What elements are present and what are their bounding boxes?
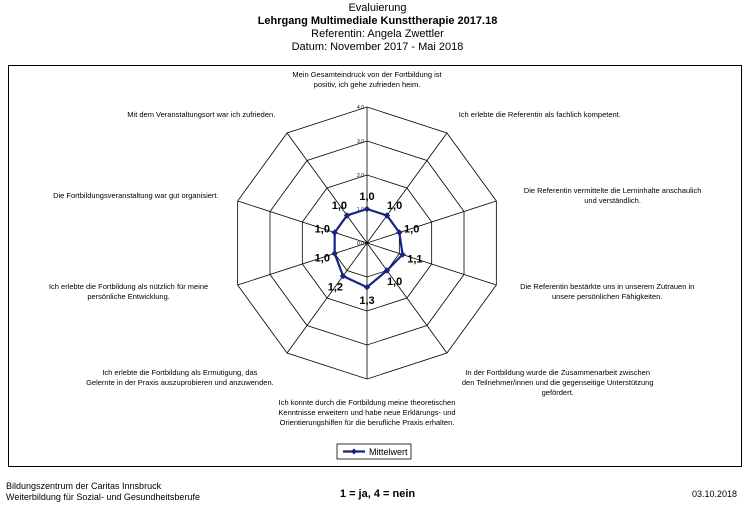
footer-org-line1: Bildungszentrum der Caritas Innsbruck — [6, 481, 162, 491]
category-label: Die Fortbildungsveranstaltung war gut organisiert. — [53, 190, 219, 200]
data-label: 1,0 — [359, 191, 375, 203]
data-label: 1,0 — [314, 252, 330, 265]
data-point — [364, 206, 370, 212]
header-course: Lehrgang Multimediale Kunsttherapie 2017.18 — [257, 15, 498, 27]
header-date: Datum: November 2017 - Mai 2018 — [291, 41, 464, 53]
data-label: 1,1 — [407, 253, 423, 266]
radial-tick-label: 0,0 — [357, 241, 364, 247]
footer-org-line2: Weiterbildung für Sozial- und Gesundheitsberufe — [6, 492, 200, 502]
category-label: Ich erlebte die Referentin als fachlich kompetent. — [458, 109, 621, 119]
header-speaker: Referentin: Angela Zwettler — [311, 28, 444, 40]
data-point — [331, 250, 337, 256]
scale-note: 1 = ja, 4 = nein — [339, 488, 416, 500]
data-label: 1,0 — [386, 276, 403, 288]
radial-tick-label: 3,0 — [357, 139, 364, 145]
category-label: Ich konnte durch die Fortbildung meine theoretischen Kenntnisse erweitern und habe neue Erklärungs- und Orientierungshilfen für die berufliche Praxis erhalten. — [278, 398, 456, 427]
radial-tick-label: 4,0 — [357, 105, 364, 111]
category-label: Ich erlebte die Fortbildung als nützlich für meine persönliche Entwicklung. — [48, 282, 209, 302]
category-label: Die Referentin vermittelte die Lerninhalte anschaulich und verständlich. — [523, 185, 702, 205]
data-label: 1,0 — [331, 200, 348, 212]
footer-date: 03.10.2018 — [691, 489, 737, 499]
data-label: 1,0 — [314, 223, 330, 236]
data-label: 1,3 — [359, 295, 375, 308]
data-label: 1,2 — [327, 281, 344, 294]
data-label: 1,0 — [386, 200, 403, 212]
radial-tick-label: 1,0 — [357, 207, 364, 213]
radar-chart — [9, 66, 741, 466]
category-label: Mein Gesamteindruck von der Fortbildung ist positiv, ich gehe zufrieden heim. — [292, 70, 442, 89]
category-label: Ich erlebte die Fortbildung als Ermutigung, das Gelernte in der Praxis auszuprobieren und anzuwenden. — [86, 368, 274, 388]
data-label: 1,0 — [404, 223, 420, 236]
chart-frame — [8, 65, 742, 467]
category-label: Die Referentin bestärkte uns in unserem Zutrauen in unsere persönlichen Fähigkeiten. — [520, 282, 695, 302]
legend-label: Mittelwert — [369, 447, 408, 457]
radial-tick-label: 2,0 — [357, 173, 364, 179]
category-label: In der Fortbildung wurde die Zusammenarbeit zwischen den Teilnehmer/innen und die gegenseitige Unterstützung gefördert. — [461, 368, 654, 398]
category-label: Mit dem Veranstaltungsort war ich zufrieden. — [127, 109, 276, 119]
header-title: Evaluierung — [348, 2, 407, 14]
